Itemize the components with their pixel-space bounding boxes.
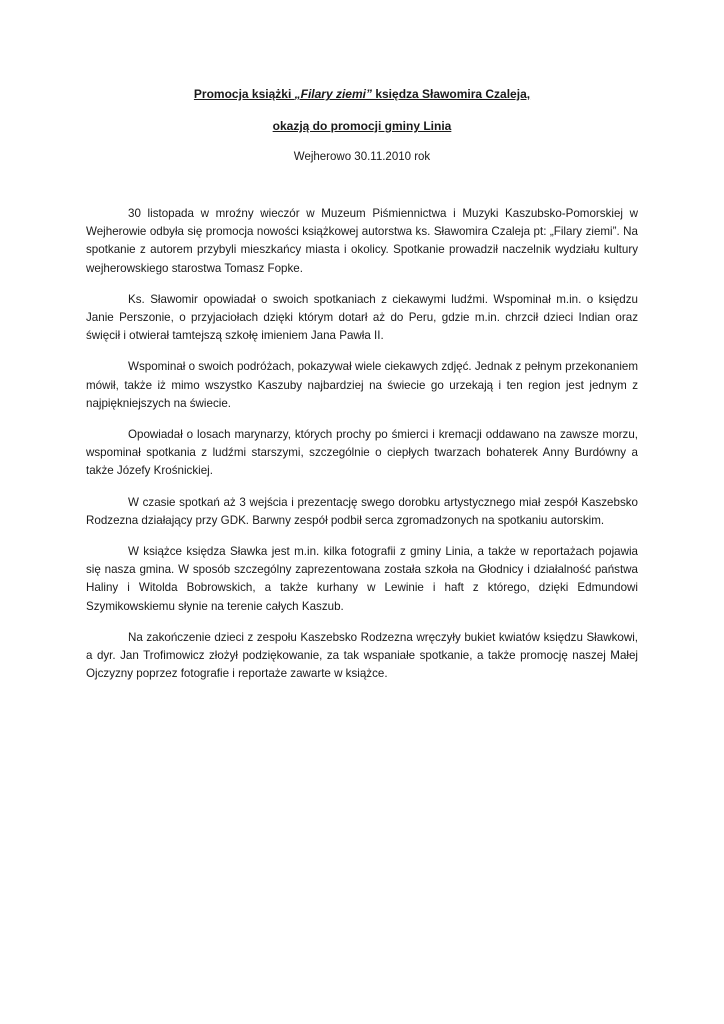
book-title: „Filary ziemi” (294, 87, 372, 101)
document-content (86, 87, 638, 696)
paragraph-7: Na zakończenie dzieci z zespołu Kaszebsko Rodzezna wręczyły bukiet kwiatów księdzu Sławkowi, a dyr. Jan Trofimowicz złożył podziękowanie, za tak wspaniałe spotkanie, a także promocję naszej Małej Ojczyzny poprzez fotografie i reportaże zawarte w książce. (86, 630, 638, 681)
document-title (86, 87, 638, 102)
article-body (86, 205, 638, 683)
dateline: Wejherowo 30.11.2010 rok (293, 151, 431, 163)
document-subtitle: okazją do promocji gminy Linia (272, 119, 452, 133)
paragraph-2: Ks. Sławomir opowiadał o swoich spotkaniach z ciekawymi ludźmi. Wspominał m.in. o księdzu Janie Perszonie, o przyjaciołach dzięki którym dotarł aż do Peru, gdzie m.in. chrzcił dzieci Indian oraz święcił i otwierał tamtejszą szkołę imieniem Jana Pawła II. (86, 292, 638, 343)
paragraph-6: W książce księdza Sławka jest m.in. kilka fotografii z gminy Linia, a także w reportażach pojawia się nasza gmina. W sposób szczególny zaprezentowana została szkoła na Głodnicy i działalność państwa Haliny i Witolda Bobrowskich, a także kurhany w Lewinie i haft z którego, dzięki Edmundowi Szymikowskiemu słynie na terenie całych Kaszub. (86, 545, 638, 613)
paragraph-5: W czasie spotkań aż 3 wejścia i prezentację swego dorobku artystycznego miał zespół Kaszebsko Rodzezna działający przy GDK. Barwny zespół podbił serca zgromadzonych na spotkaniu autorskim. (86, 495, 638, 527)
paragraph-4: Opowiadał o losach marynarzy, których prochy po śmierci i kremacji oddawano na zawsze morzu, wspominał spotkania z ludźmi starszymi, szczególnie o ciepłych twarzach bohaterek Anny Burdówny a także Józefy Krośnickiej. (86, 428, 638, 478)
title-suffix: księdza Sławomira Czaleja, (372, 87, 531, 101)
paragraph-3: Wspominał o swoich podróżach, pokazywał wiele ciekawych zdjęć. Jednak z pełnym przekonaniem mówił, także iż mimo wszystko Kaszuby najbardziej na świecie go urzekają i ten region jest jednym z najpiękniejszych na świecie. (86, 360, 638, 410)
paragraph-1: 30 listopada w mroźny wieczór w Muzeum Piśmiennictwa i Muzyki Kaszubsko-Pomorskiej w Wejherowie odbyła się promocja nowości książkowej autorstwa ks. Sławomira Czaleja pt: „Filary ziemi”. Na spotkanie z autorem przybyli mieszkańcy miasta i okolicy. Spotkanie prowadził naczelnik wydziału kultury wejherowskiego starostwa Tomasz Fopke. (86, 207, 638, 275)
title-prefix: Promocja książki (193, 87, 295, 101)
